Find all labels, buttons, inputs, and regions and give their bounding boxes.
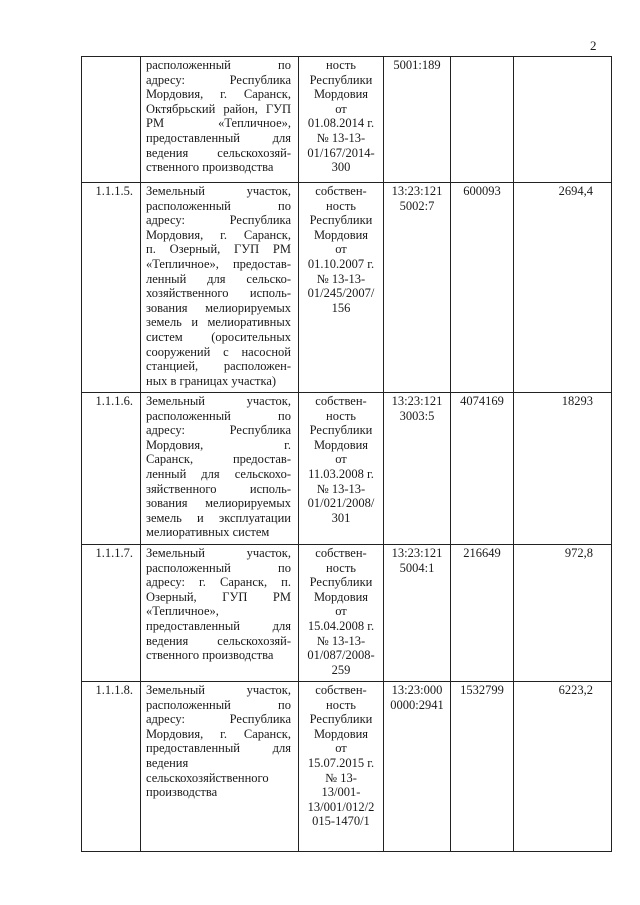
cell-line: расположенный по [146,198,291,213]
cell-line: от [335,101,347,116]
cell-line: 01/167/2014- [307,145,375,160]
cell-line: ность [326,408,356,423]
cell-line: расположенный по [146,697,291,712]
table-row [82,545,612,682]
item-number: 1.1.1.5. [95,184,133,198]
value-cell [514,57,612,183]
area-cell [451,545,514,682]
item-number-cell [82,682,141,852]
ownership-cell [299,183,384,393]
cell-line: № 13- [325,770,357,785]
cell-line: предоставленный для [146,618,291,633]
cell-line: 11.03.2008 г. [308,466,374,481]
cell-line: № 13-13- [316,481,366,496]
cell-line: 13/001/012/2 [307,799,375,814]
item-number-cell [82,183,141,393]
cell-line: Земельный участок, [146,184,291,198]
description-cell [141,57,299,183]
area-cell [451,57,514,183]
cell-line: мелиоративных систем [146,525,270,540]
cadastral-number-cell [384,183,451,393]
cell-line: адресу: г. Саранск, п. [146,575,291,590]
cell-line: 13/001- [321,785,361,800]
cell-line: 5004:1 [399,560,435,575]
table-body [82,57,612,852]
table-row [82,682,612,852]
cell-line: 5002:7 [399,198,435,213]
item-number: 1.1.1.7. [95,546,133,560]
ownership-cell [299,545,384,682]
cell-line: предоставленный для [146,741,291,756]
cell-line: Саранск, предостав- [146,452,291,467]
cell-line: расположенный по [146,408,291,423]
cell-line: ных в границах участка) [146,373,277,388]
cell-line: Мордовия, г. Саранск, [146,726,291,741]
value-cell [514,183,612,393]
cell-line: Мордовия [313,726,369,741]
cell-line: ственного производства [146,160,274,175]
value-cell [514,682,612,852]
cell-line: адресу: Республика [146,72,291,87]
item-number: 1.1.1.8. [95,683,133,697]
cell-line: ведения сельскохозяй- [146,633,291,648]
cell-line: Мордовия, г. Саранск, [146,227,291,242]
cell-line: расположенный по [146,58,291,72]
cell-line: сооружений с насосной [146,344,291,359]
cell-line: ность [326,697,356,712]
cell-line: Мордовия [313,437,369,452]
cell-line: Мордовия [313,87,369,102]
area-value: 1532799 [460,683,504,697]
cell-line: от [335,452,347,467]
area-value: 600093 [463,184,501,198]
cadastral-number-cell [384,682,451,852]
cadastral-number-cell [384,393,451,545]
area-value: 4074169 [460,394,504,408]
cell-line: ведения [146,755,189,770]
cell-line: РМ «Тепличное», [146,116,291,131]
cell-line: 13:23:121 [391,184,443,198]
value-cell [514,393,612,545]
cell-line: п. Озерный, ГУП РМ [146,242,291,257]
value-amount: 972,8 [564,546,593,560]
cell-line: Республики [309,575,373,590]
cell-line: адресу: Республика [146,712,291,727]
cell-line: 13:23:121 [391,394,443,408]
cell-line: 15.07.2015 г. [307,755,375,770]
cell-line: 13:23:000 [391,683,443,697]
area-cell [451,183,514,393]
cell-line: Озерный, ГУП РМ [146,589,291,604]
cell-line: станцией, расположен- [146,359,291,374]
area-cell [451,682,514,852]
cell-line: Мордовия [313,589,369,604]
cell-line: Республики [309,712,373,727]
cell-line: ленный для сельскохо- [146,466,291,481]
cell-line: 01/021/2008/ [307,496,375,511]
cell-line: Республики [309,72,373,87]
cell-line: систем (оросительных [146,329,291,344]
cell-line: собствен- [315,683,367,697]
cell-line: 01.08.2014 г. [307,116,375,131]
cell-line: адресу: Республика [146,213,291,228]
cell-line: ность [326,560,356,575]
description-cell [141,545,299,682]
value-cell [514,545,612,682]
cell-line: собствен- [315,546,367,560]
cell-line: «Тепличное», [146,604,219,619]
cell-line: Октябрьский район, ГУП [146,101,291,116]
description-cell [141,393,299,545]
cell-line: 13:23:121 [391,546,443,560]
description-cell [141,183,299,393]
cell-line: Республики [309,213,373,228]
cadastral-number-cell [384,57,451,183]
cell-line: хозяйственного исполь- [146,286,291,301]
cell-line: земель и мелиоративных [146,315,291,330]
cell-line: № 13-13- [316,271,366,286]
cell-line: ленный для сельско- [146,271,291,286]
cell-line: адресу: Республика [146,423,291,438]
cell-line: сельскохозяйственного [146,770,269,785]
cell-line: зования мелиорируемых [146,496,291,511]
cell-line: производства [146,785,218,800]
cell-line: Земельный участок, [146,546,291,560]
cell-line: собствен- [315,184,367,198]
value-amount: 6223,2 [558,683,593,697]
cell-line: Земельный участок, [146,683,291,697]
cell-line: ведения сельскохозяй- [146,145,291,160]
value-amount: 18293 [561,394,593,408]
ownership-cell [299,57,384,183]
cell-line: расположенный по [146,560,291,575]
page-number: 2 [590,38,597,53]
cell-line: 156 [331,300,351,315]
cell-line: 015-1470/1 [312,814,370,829]
description-cell [141,682,299,852]
value-amount: 2694,4 [558,184,593,198]
cell-line: Мордовия, г. [146,437,291,452]
cell-line: Мордовия [313,227,369,242]
cell-line: 0000:2941 [390,697,444,712]
cell-line: от [335,604,347,619]
cell-line: № 13-13- [316,130,366,145]
cell-line: 3003:5 [399,408,435,423]
item-number-cell [82,545,141,682]
item-number-cell [82,57,141,183]
cell-line: собствен- [315,394,367,408]
cell-line: 15.04.2008 г. [307,618,375,633]
ownership-cell [299,682,384,852]
cell-line: зования мелиорируемых [146,300,291,315]
cell-line: зяйственного исполь- [146,481,291,496]
cell-line: 300 [331,160,351,175]
cell-line: 01/087/2008- [307,648,375,663]
cell-line: ственного производства [146,648,274,663]
cell-line: от [335,242,347,257]
cell-line: 259 [331,662,351,677]
cell-line: ность [326,58,356,72]
table-row [82,393,612,545]
land-plots-table [81,56,612,852]
cell-line: 01.10.2007 г. [307,256,375,271]
item-number: 1.1.1.6. [95,394,133,408]
cell-line: от [335,741,347,756]
cell-line: Республики [309,423,373,438]
cell-line: предоставленный для [146,130,291,145]
table-row [82,183,612,393]
ownership-cell [299,393,384,545]
cell-line: 5001:189 [393,58,441,72]
cell-line: Мордовия, г. Саранск, [146,87,291,102]
table-row [82,57,612,183]
area-cell [451,393,514,545]
area-value: 216649 [463,546,501,560]
cell-line: Земельный участок, [146,394,291,408]
cadastral-number-cell [384,545,451,682]
cell-line: ность [326,198,356,213]
cell-line: «Тепличное», предостав- [146,256,291,271]
item-number-cell [82,393,141,545]
cell-line: земель и эксплуатации [146,510,291,525]
cell-line: 01/245/2007/ [307,286,375,301]
cell-line: 301 [331,510,351,525]
cell-line: № 13-13- [316,633,366,648]
